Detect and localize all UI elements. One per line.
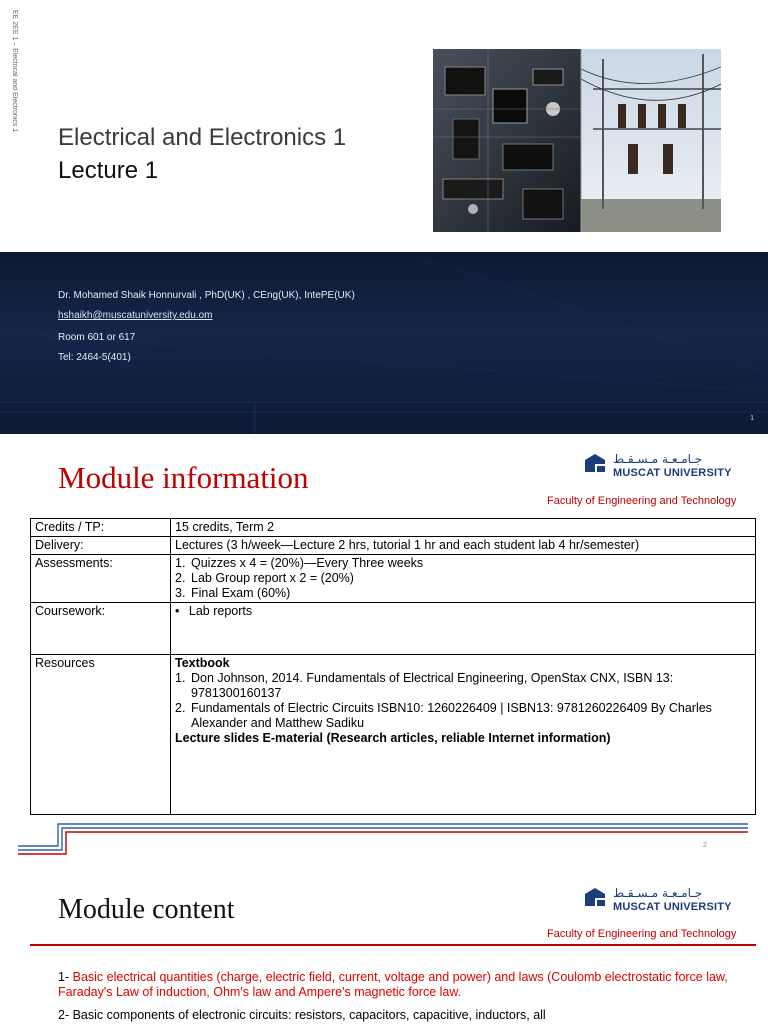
table-row — [31, 603, 756, 655]
row-label: Coursework: — [31, 603, 171, 655]
row-value: 15 credits, Term 2 — [171, 519, 756, 537]
content-item-2: 2- Basic components of electronic circuits: resistors, capacitors, capacitive, inductors, all — [58, 1008, 546, 1022]
circuit-and-substation-photo — [433, 49, 721, 232]
resources-heading: Textbook — [175, 656, 230, 670]
row-value: Lectures (3 h/week—Lecture 2 hrs, tutorial 1 hr and each student lab 4 hr/semester) — [171, 537, 756, 555]
band-decoration — [0, 252, 768, 434]
logo-arabic-text: جـامـعـة مـسـقـط — [613, 886, 703, 900]
lecturer-phone: Tel: 2464-5(401) — [58, 352, 131, 363]
module-information-table — [30, 518, 756, 815]
university-emblem-icon — [583, 886, 607, 908]
list-item: 2. Lab Group report x 2 = (20%) — [175, 571, 354, 585]
slide-subtitle: Lecture 1 — [58, 157, 159, 184]
lecturer-room: Room 601 or 617 — [58, 332, 136, 343]
resources-list — [175, 671, 751, 731]
lecturer-email-link[interactable]: hshaikh@muscatuniversity.edu.om — [58, 310, 213, 321]
row-value — [171, 603, 756, 655]
faculty-name: Faculty of Engineering and Technology — [547, 928, 737, 940]
assessment-list-cell — [171, 555, 756, 603]
photo-illustration — [433, 49, 721, 232]
resources-cell — [171, 655, 756, 815]
item-number: 1- — [58, 970, 70, 984]
logo-english-text: MUSCAT UNIVERSITY — [613, 467, 732, 479]
resources-footer: Lecture slides E-material (Research articles, reliable Internet information) — [175, 731, 611, 745]
logo-english-text: MUSCAT UNIVERSITY — [613, 901, 732, 913]
list-item: 2. Fundamentals of Electric Circuits ISBN10: 1260226409 | ISBN13: 9781260226409 By Charles Alexander and Matthew Sadiku — [175, 701, 712, 730]
row-label: Delivery: — [31, 537, 171, 555]
slide-title: Electrical and Electronics 1 — [58, 124, 347, 151]
logo-arabic-text: جـامـعـة مـسـقـط — [613, 452, 703, 466]
table-row — [31, 655, 756, 815]
contact-band — [0, 252, 768, 434]
university-emblem-icon — [583, 452, 607, 474]
table-row — [31, 555, 756, 603]
list-item: 1. Quizzes x 4 = (20%)—Every Three weeks — [175, 556, 424, 570]
table-row — [31, 519, 756, 537]
row-label: Resources — [31, 655, 171, 815]
item-text: Basic electrical quantities (charge, electric field, current, voltage and power) and laws (Coulomb electrostatic force law, Faraday's Law of induction, Ohm's law and Ampere's magnetic force law. — [58, 970, 728, 999]
list-item: 1. Don Johnson, 2014. Fundamentals of Electrical Engineering, OpenStax CNX, ISBN 13: 9781300160137 — [175, 671, 674, 700]
bullet-icon: • — [175, 604, 180, 618]
title-slide — [0, 0, 768, 252]
list-item: 3. Final Exam (60%) — [175, 586, 291, 600]
module-content-title: Module content — [58, 894, 235, 925]
module-information-title: Module information — [58, 460, 309, 495]
content-item-1 — [58, 970, 748, 1000]
vertical-course-note: EE 2EE 1 – Electrical and Electronics 1 — [11, 10, 18, 133]
row-label: Assessments: — [31, 555, 171, 603]
assessment-list — [175, 556, 751, 601]
lecturer-name: Dr. Mohamed Shaik Honnurvali , PhD(UK) , CEng(UK), IntePE(UK) — [58, 290, 355, 301]
page-number: 2 — [703, 842, 707, 849]
row-label: Credits / TP: — [31, 519, 171, 537]
page-number: 1 — [750, 415, 754, 422]
table-row — [31, 537, 756, 555]
slide-footer-lines — [0, 822, 768, 862]
faculty-name: Faculty of Engineering and Technology — [547, 495, 737, 507]
title-divider — [30, 944, 756, 946]
coursework-text: Lab reports — [188, 604, 253, 618]
